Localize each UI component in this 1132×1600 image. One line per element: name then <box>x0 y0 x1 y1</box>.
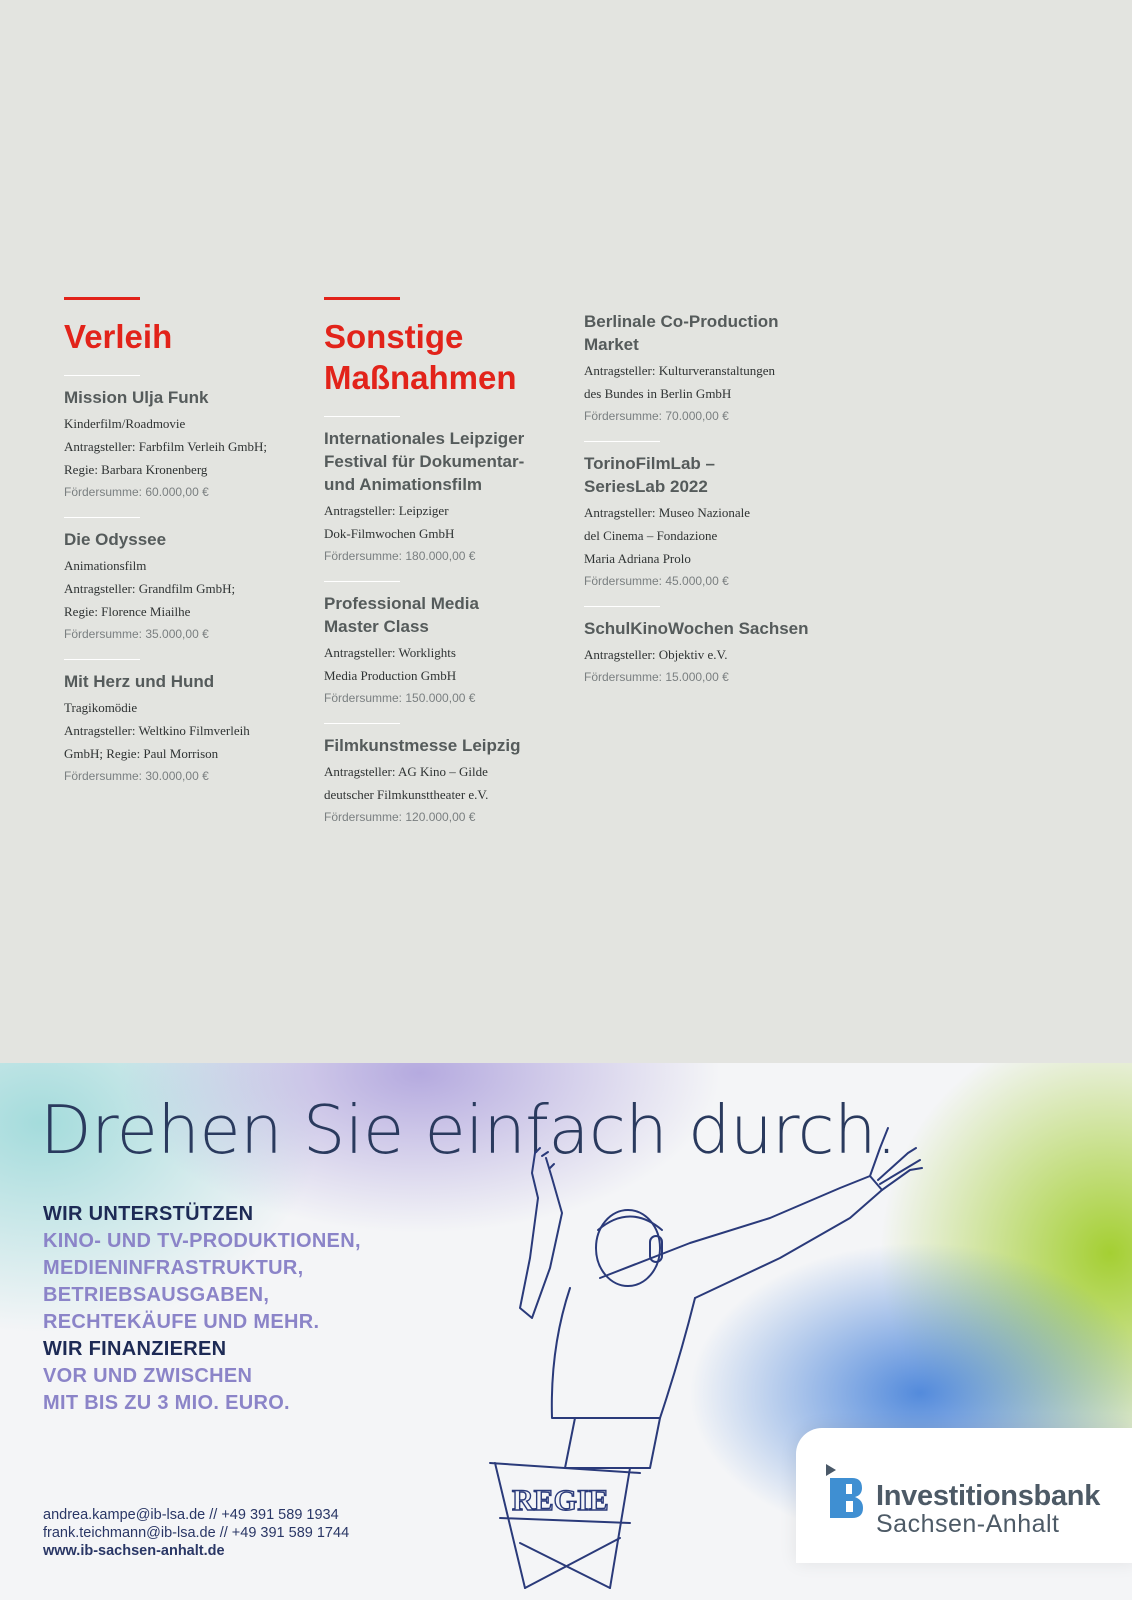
entry-title: Mission Ulja Funk <box>64 388 209 407</box>
entry-detail: Animationsfilm <box>64 558 147 573</box>
funding-entry <box>64 517 294 646</box>
entry-detail: Maria Adriana Prolo <box>584 551 691 566</box>
entry-detail: Antragsteller: Kulturveranstaltungen <box>584 363 775 378</box>
support-line: MIT BIS ZU 3 MIO. EURO. <box>43 1392 290 1414</box>
entry-funding-amount: Fördersumme: 180.000,00 € <box>324 549 476 563</box>
entry-divider <box>324 723 400 724</box>
section-title: Sonstige Maßnahmen <box>324 318 517 396</box>
entry-title: TorinoFilmLab – SeriesLab 2022 <box>584 454 715 496</box>
entry-title: Berlinale Co-Production Market <box>584 312 779 354</box>
entry-funding-amount: Fördersumme: 45.000,00 € <box>584 574 729 588</box>
entry-divider <box>64 375 140 376</box>
ad-contact-block <box>43 1506 349 1560</box>
entry-detail: des Bundes in Berlin GmbH <box>584 386 732 401</box>
funding-entry <box>324 723 554 829</box>
funding-entry <box>584 606 814 689</box>
chair-label: REGIE <box>512 1484 609 1517</box>
entry-detail: Antragsteller: Weltkino Filmverleih <box>64 723 250 738</box>
entry-detail: Media Production GmbH <box>324 668 457 683</box>
funding-entry <box>584 441 814 593</box>
bank-logo-card[interactable] <box>796 1428 1132 1563</box>
entry-funding-amount: Fördersumme: 70.000,00 € <box>584 409 729 423</box>
entry-funding-amount: Fördersumme: 35.000,00 € <box>64 627 209 641</box>
entry-detail: Kinderfilm/Roadmovie <box>64 416 186 431</box>
entry-detail: Antragsteller: AG Kino – Gilde <box>324 764 488 779</box>
section-verleih <box>64 297 294 801</box>
entry-divider <box>324 581 400 582</box>
entry-title: Mit Herz und Hund <box>64 672 215 691</box>
contact-line[interactable]: frank.teichmann@ib-lsa.de // +49 391 589 1744 <box>43 1525 350 1541</box>
entry-divider <box>324 416 400 417</box>
entry-detail: del Cinema – Fondazione <box>584 528 718 543</box>
entry-divider <box>64 517 140 518</box>
bank-region: Sachsen-Anhalt <box>876 1510 1060 1538</box>
bank-logo-icon <box>824 1464 864 1524</box>
entry-title: Professional Media Master Class <box>324 594 479 636</box>
entry-divider <box>584 441 660 442</box>
entry-funding-amount: Fördersumme: 60.000,00 € <box>64 485 209 499</box>
entry-detail: Antragsteller: Objektiv e.V. <box>584 647 728 662</box>
funding-entry <box>324 416 554 568</box>
section-sonstige-massnahmen <box>324 297 554 842</box>
support-heading: WIR UNTERSTÜTZEN <box>43 1203 254 1225</box>
support-heading: WIR FINANZIEREN <box>43 1338 227 1360</box>
section-accent-rule <box>324 297 400 300</box>
entry-detail: Antragsteller: Grandfilm GmbH; <box>64 581 236 596</box>
entry-detail: Antragsteller: Leipziger <box>324 503 449 518</box>
entry-detail: GmbH; Regie: Paul Morrison <box>64 746 219 761</box>
entry-title: Die Odyssee <box>64 530 167 549</box>
entry-title: Internationales Leipziger Festival für Dokumentar- und Animationsfilm <box>324 429 525 494</box>
entry-title: Filmkunstmesse Leipzig <box>324 736 521 755</box>
funding-entry <box>584 310 814 428</box>
website-link[interactable]: www.ib-sachsen-anhalt.de <box>43 1543 225 1559</box>
entry-detail: Tragikomödie <box>64 700 138 715</box>
entry-funding-amount: Fördersumme: 15.000,00 € <box>584 670 729 684</box>
section-title: Verleih <box>64 318 173 355</box>
bank-logo-wordmark <box>876 1481 1100 1537</box>
entry-divider <box>584 606 660 607</box>
support-line: VOR UND ZWISCHEN <box>43 1365 253 1387</box>
entry-funding-amount: Fördersumme: 30.000,00 € <box>64 769 209 783</box>
entry-detail: deutscher Filmkunsttheater e.V. <box>324 787 489 802</box>
entry-detail: Regie: Barbara Kronenberg <box>64 462 208 477</box>
entry-detail: Antragsteller: Worklights <box>324 645 456 660</box>
entry-funding-amount: Fördersumme: 120.000,00 € <box>324 810 476 824</box>
entry-funding-amount: Fördersumme: 150.000,00 € <box>324 691 476 705</box>
entry-detail: Antragsteller: Museo Nazionale <box>584 505 751 520</box>
contact-line[interactable]: andrea.kampe@ib-lsa.de // +49 391 589 1934 <box>43 1507 339 1523</box>
funding-entry <box>324 581 554 710</box>
support-line: KINO- UND TV-PRODUKTIONEN, <box>43 1230 361 1252</box>
entry-divider <box>64 659 140 660</box>
section-continued <box>584 310 814 702</box>
entry-title: SchulKinoWochen Sachsen <box>584 619 809 638</box>
entry-detail: Dok-Filmwochen GmbH <box>324 526 455 541</box>
ad-support-list <box>43 1201 361 1417</box>
investitionsbank-advertisement <box>0 1063 1132 1600</box>
support-line: MEDIENINFRASTRUKTUR, <box>43 1257 304 1279</box>
funding-entry <box>64 375 294 504</box>
bank-name: Investitionsbank <box>876 1480 1101 1512</box>
support-line: BETRIEBSAUSGABEN, <box>43 1284 270 1306</box>
entry-detail: Antragsteller: Farbfilm Verleih GmbH; <box>64 439 268 454</box>
funding-entry <box>64 659 294 788</box>
support-line: RECHTEKÄUFE UND MEHR. <box>43 1311 320 1333</box>
entry-detail: Regie: Florence Miailhe <box>64 604 191 619</box>
ad-slogan: Drehen Sie einfach durch. <box>40 1091 897 1169</box>
section-accent-rule <box>64 297 140 300</box>
